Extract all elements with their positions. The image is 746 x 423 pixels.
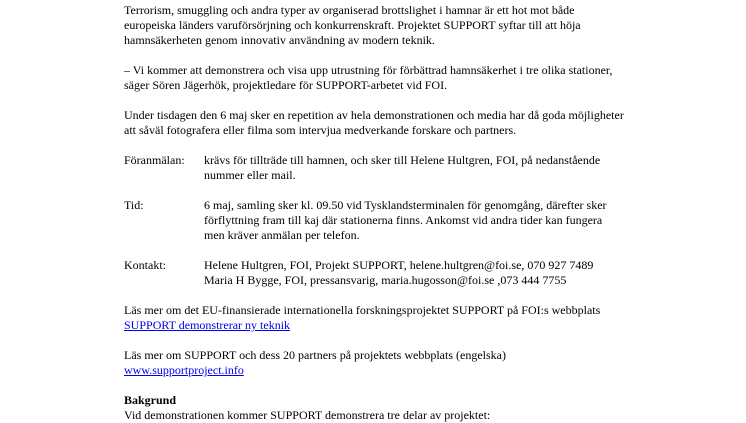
- contact-row: [124, 258, 624, 288]
- background-text: Vid demonstrationen kommer SUPPORT demonstrera tre delar av projektet:: [124, 408, 491, 422]
- document-body: [124, 3, 624, 423]
- foi-link[interactable]: SUPPORT demonstrerar ny teknik: [124, 318, 291, 332]
- time-row: [124, 198, 624, 243]
- project-link-paragraph: [124, 348, 624, 378]
- registration-row: [124, 153, 624, 183]
- intro-paragraph: Terrorism, smuggling och andra typer av organiserad brottslighet i hamnar är ett hot mot både europeiska länders varuförsörjning och konkurrenskraft. Projektet SUPPORT syftar till att höja hamnsäkerheten genom innovativ användning av modern teknik.: [124, 3, 581, 47]
- registration-label: Föranmälan:: [124, 153, 185, 167]
- contact-line-1: Helene Hultgren, FOI, Projekt SUPPORT, helene.hultgren@foi.se, 070 927 7489: [204, 258, 594, 272]
- background-heading: Bakgrund: [124, 393, 177, 407]
- foi-link-paragraph: [124, 303, 624, 333]
- contact-value: [204, 258, 624, 288]
- media-paragraph: Under tisdagen den 6 maj sker en repetition av hela demonstrationen och media har då goda möjligheter att såväl fotografera eller filma som intervjua medverkande forskare och partners.: [124, 108, 624, 137]
- quote-paragraph: – Vi kommer att demonstrera och visa upp utrustning för förbättrad hamnsäkerhet i tre olika stationer, säger Sören Jägerhök, projektledare för SUPPORT-arbetet vid FOI.: [124, 63, 613, 92]
- project-link-text: Läs mer om SUPPORT och dess 20 partners på projektets webbplats (engelska): [124, 348, 506, 362]
- foi-link-text: Läs mer om det EU-finansierade internationella forskningsprojektet SUPPORT på FOI:s webbplats: [124, 303, 601, 317]
- registration-value: krävs för tillträde till hamnen, och sker till Helene Hultgren, FOI, på nedanstående nummer eller mail.: [204, 153, 601, 182]
- time-label: Tid:: [124, 198, 144, 212]
- time-value: 6 maj, samling sker kl. 09.50 vid Tysklandsterminalen för genomgång, därefter sker förflyttning fram till kaj där stationerna finns. Ankomst vid andra tider kan fungera men kräver anmälan per telefon.: [204, 198, 607, 242]
- contact-label: Kontakt:: [124, 258, 166, 272]
- contact-line-2: Maria H Bygge, FOI, pressansvarig, maria.hugosson@foi.se ,073 444 7755: [204, 273, 567, 287]
- project-link[interactable]: www.supportproject.info: [124, 363, 244, 377]
